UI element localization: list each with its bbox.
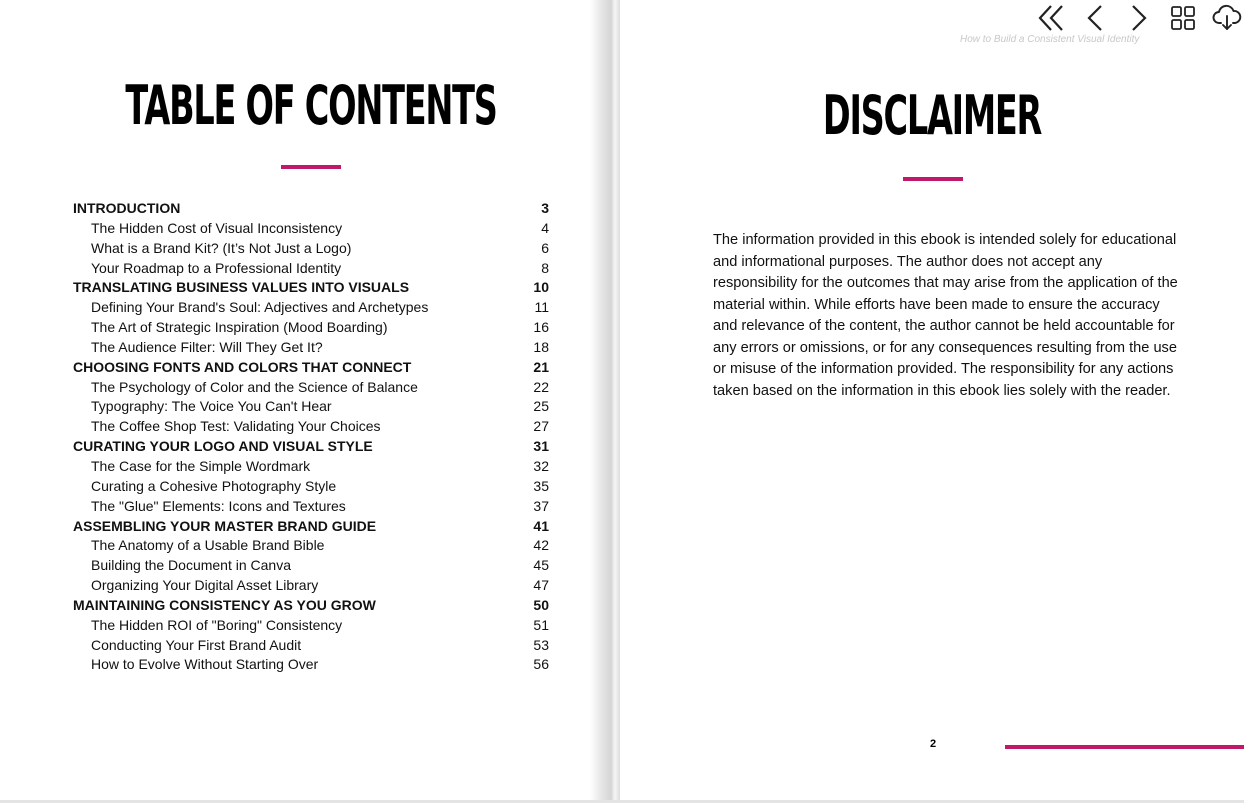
toc-entry-label: Conducting Your First Brand Audit	[91, 636, 302, 653]
toc-entry-page-number: 10	[533, 279, 549, 296]
toc-section-entry[interactable]	[73, 358, 549, 378]
next-page-button[interactable]	[1124, 2, 1154, 34]
toc-subsection-entry[interactable]	[73, 378, 549, 398]
toc-entry-label: Defining Your Brand's Soul: Adjectives and Archetypes	[91, 299, 429, 316]
toc-entry-page-number: 27	[533, 418, 549, 435]
previous-page-button[interactable]	[1080, 2, 1110, 34]
toc-entry-page-number: 50	[533, 596, 549, 613]
disclaimer-title: DISCLAIMER	[822, 84, 1042, 147]
toc-entry-page-number: 16	[533, 319, 549, 336]
toc-entry-label: The "Glue" Elements: Icons and Textures	[91, 497, 346, 514]
first-page-button[interactable]	[1036, 2, 1066, 34]
footer-rule	[1005, 745, 1244, 749]
toc-subsection-entry[interactable]	[73, 298, 549, 318]
toc-entry-page-number: 6	[541, 239, 549, 256]
title-underline	[281, 165, 341, 169]
title-underline	[903, 177, 963, 181]
viewer-toolbar	[1036, 2, 1242, 34]
toc-entry-label: The Coffee Shop Test: Validating Your Choices	[91, 418, 381, 435]
toc-entry-page-number: 31	[533, 438, 549, 455]
toc-section-entry[interactable]	[73, 437, 549, 457]
toc-entry-label: The Hidden ROI of "Boring" Consistency	[91, 616, 343, 633]
chevron-right-icon	[1129, 3, 1149, 33]
toc-subsection-entry[interactable]	[73, 318, 549, 338]
toc-section-entry[interactable]	[73, 517, 549, 537]
chevron-left-icon	[1085, 3, 1105, 33]
toc-entry-label: Curating a Cohesive Photography Style	[91, 477, 337, 494]
toc-subsection-entry[interactable]	[73, 219, 549, 239]
toc-subsection-entry[interactable]	[73, 477, 549, 497]
toc-entry-label: INTRODUCTION	[73, 200, 181, 216]
toc-entry-label: The Hidden Cost of Visual Inconsistency	[91, 219, 343, 236]
toc-entry-label: ASSEMBLING YOUR MASTER BRAND GUIDE	[73, 517, 377, 534]
toc-subsection-entry[interactable]	[73, 556, 549, 576]
toc-subsection-entry[interactable]	[73, 338, 549, 358]
toc-entry-label: CURATING YOUR LOGO AND VISUAL STYLE	[73, 438, 373, 455]
toc-entry-page-number: 8	[541, 259, 549, 276]
toc-entry-label: The Psychology of Color and the Science of Balance	[91, 378, 418, 395]
toc-entry-page-number: 56	[533, 656, 549, 673]
toc-entry-page-number: 11	[534, 299, 549, 316]
toc-entry-page-number: 51	[533, 616, 549, 633]
toc-entry-label: Your Roadmap to a Professional Identity	[91, 259, 342, 276]
double-chevron-left-icon	[1037, 3, 1065, 33]
toc-entry-page-number: 22	[533, 378, 549, 395]
toc-subsection-entry[interactable]	[73, 576, 549, 596]
toc-entry-label: The Art of Strategic Inspiration (Mood Boarding)	[91, 319, 388, 336]
toc-subsection-entry[interactable]	[73, 536, 549, 556]
left-page	[0, 0, 600, 800]
toc-entry-label: How to Evolve Without Starting Over	[91, 656, 319, 673]
toc-subsection-entry[interactable]	[73, 417, 549, 437]
toc-entry-page-number: 18	[533, 338, 549, 355]
download-button[interactable]	[1212, 2, 1242, 34]
toc-entry-label: What is a Brand Kit? (It’s Not Just a Logo)	[91, 239, 352, 256]
toc-entry-page-number: 41	[533, 517, 549, 534]
toc-entry-page-number: 47	[533, 577, 549, 594]
toc-entry-page-number: 53	[533, 636, 549, 653]
toc-entry-label: Organizing Your Digital Asset Library	[91, 577, 319, 594]
toc-entry-label: Building the Document in Canva	[91, 557, 292, 574]
thumbnails-button[interactable]	[1168, 2, 1198, 34]
disclaimer-text: The information provided in this ebook is intended solely for educational and informational purposes. The author does not accept any responsibility for the outcomes that may arise from the application of the material within. While efforts have been made to ensure the accuracy and relevance of the content, the author cannot be held accountable for any errors or omissions, or for any consequences resulting from the use or misuse of the information provided. The responsibility for any actions taken based on the information in this ebook lies solely with the reader.	[713, 232, 1178, 399]
toc-entry-page-number: 32	[533, 457, 549, 474]
toc-entry-page-number: 3	[541, 200, 549, 216]
running-header: How to Build a Consistent Visual Identity	[960, 34, 1140, 45]
toc-entry-label: The Anatomy of a Usable Brand Bible	[91, 537, 325, 554]
toc-subsection-entry[interactable]	[73, 616, 549, 636]
toc-entry-page-number: 35	[533, 477, 549, 494]
toc-subsection-entry[interactable]	[73, 636, 549, 656]
table-of-contents	[73, 199, 549, 675]
toc-subsection-entry[interactable]	[73, 239, 549, 259]
toc-entry-label: CHOOSING FONTS AND COLORS THAT CONNECT	[73, 358, 412, 375]
toc-entry-page-number: 21	[533, 358, 549, 375]
toc-entry-page-number: 42	[533, 537, 549, 554]
toc-subsection-entry[interactable]	[73, 259, 549, 279]
toc-entry-page-number: 25	[533, 398, 549, 415]
toc-entry-label: MAINTAINING CONSISTENCY AS YOU GROW	[73, 596, 376, 613]
toc-section-entry[interactable]	[73, 278, 549, 298]
toc-subsection-entry[interactable]	[73, 497, 549, 517]
page-number: 2	[929, 738, 937, 750]
toc-entry-label: TRANSLATING BUSINESS VALUES INTO VISUALS	[73, 279, 410, 296]
toc-section-entry[interactable]	[73, 596, 549, 616]
toc-entry-page-number: 4	[541, 219, 549, 236]
toc-subsection-entry[interactable]	[73, 397, 549, 417]
toc-section-entry[interactable]	[73, 199, 549, 219]
cloud-download-icon	[1212, 4, 1242, 32]
toc-entry-page-number: 37	[533, 497, 549, 514]
page-title: TABLE OF CONTENTS	[125, 74, 497, 137]
toc-entry-label: Typography: The Voice You Can't Hear	[91, 398, 332, 415]
grid-icon	[1170, 5, 1196, 31]
toc-entry-label: The Case for the Simple Wordmark	[91, 457, 311, 474]
toc-subsection-entry[interactable]	[73, 655, 549, 675]
toc-entry-label: The Audience Filter: Will They Get It?	[91, 338, 323, 355]
toc-subsection-entry[interactable]	[73, 457, 549, 477]
toc-entry-page-number: 45	[533, 557, 549, 574]
